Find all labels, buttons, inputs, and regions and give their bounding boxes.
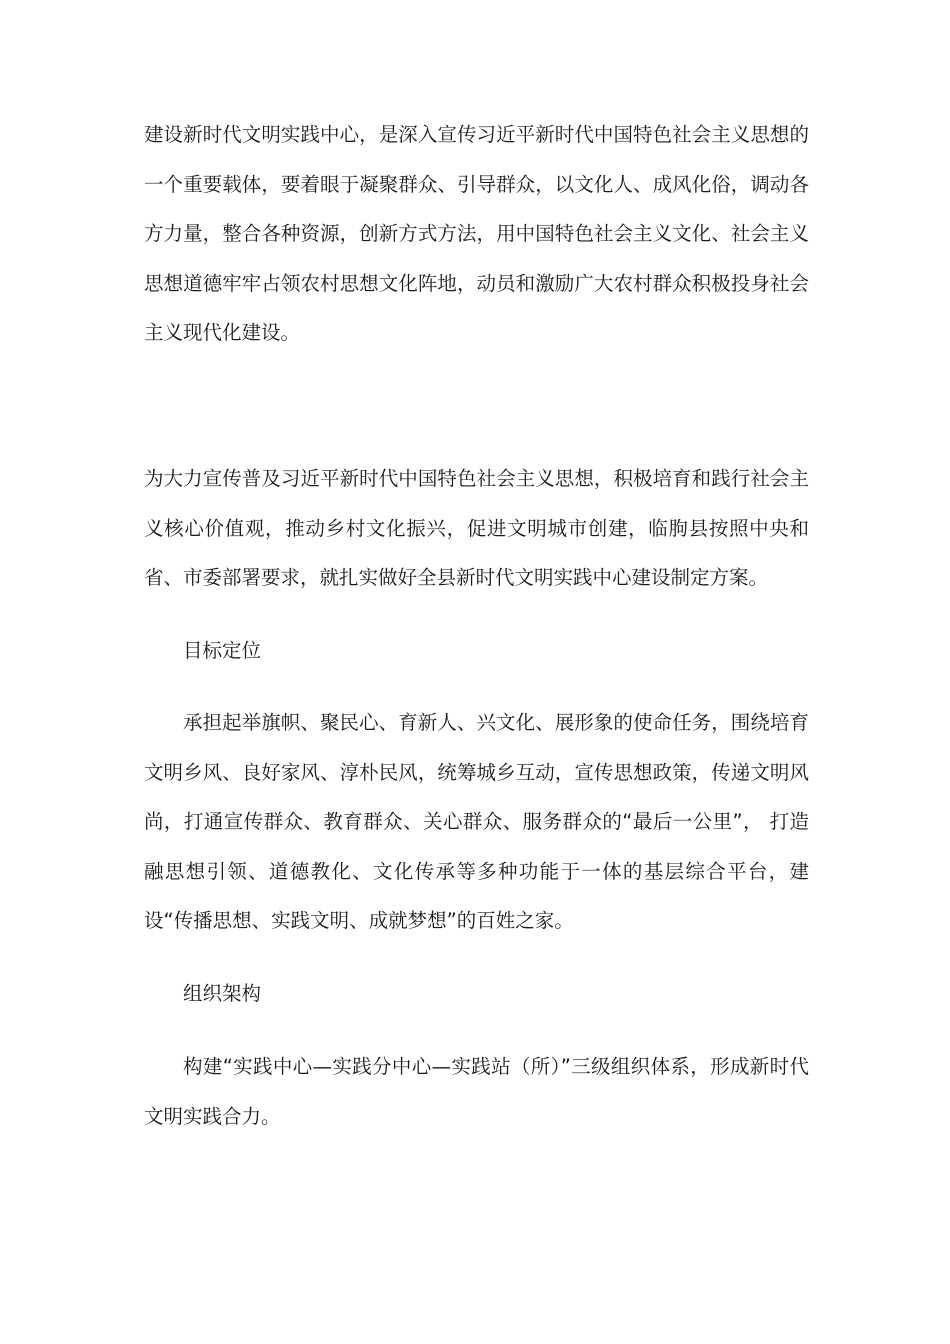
section-heading-organization: 组织架构 [183,982,262,1005]
intro-paragraph: 建设新时代文明实践中心，是深入宣传习近平新时代中国特色社会主义思想的一个重要载体，要着眼于凝聚群众、引导群众，以文化人、成风化俗，调动各方力量，整合各种资源，创新方式方法，用中国特色社会主义文化、社会主义思想道德牢牢占领农村思想文化阵地，动员和激励广大农村群众积极投身社会主义现代化建设。 [144,123,809,344]
goal-paragraph: 承担起举旗帜、聚民心、育新人、兴文化、展形象的使命任务，围绕培育文明乡风、良好家风、淳朴民风，统筹城乡互动，宣传思想政策，传递文明风尚，打通宣传群众、教育群众、关心群众、服务群众的“最后一公里”， 打造融思想引领、道德教化、文化传承等多种功能于一体的基层综合平台，建设“传播思想、实践文明、成就梦想”的百姓之家。 [144,711,809,932]
section-heading-goal: 目标定位 [183,639,262,662]
organization-paragraph: 构建“实践中心—实践分中心—实践站（所）”三级组织体系，形成新时代文明实践合力。 [144,1055,809,1128]
plan-paragraph: 为大力宣传普及习近平新时代中国特色社会主义思想，积极培育和践行社会主义核心价值观，推动乡村文化振兴，促进文明城市创建，临朐县按照中央和省、市委部署要求，就扎实做好全县新时代文明实践中心建设制定方案。 [144,467,809,589]
